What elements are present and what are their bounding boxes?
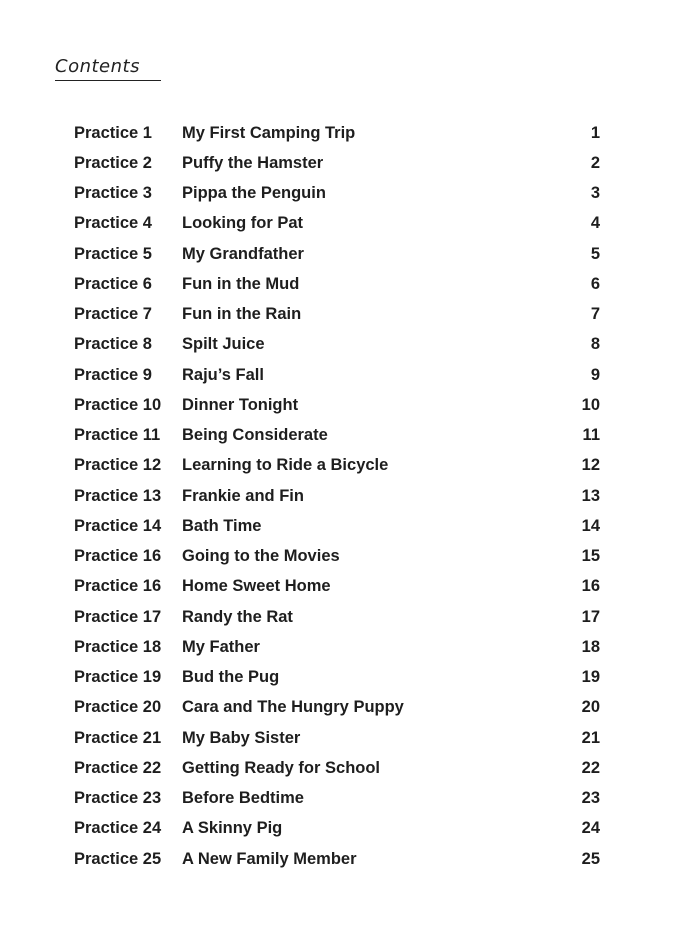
page-number: 14 [581, 516, 600, 535]
page-number: 9 [590, 365, 600, 384]
practice-title: Fun in the Mud [182, 274, 300, 293]
table-of-contents [74, 118, 600, 874]
practice-number: Practice 17 [74, 607, 162, 626]
toc-entry [74, 451, 600, 481]
practice-number: Practice 1 [74, 123, 152, 142]
practice-title: Before Bedtime [182, 789, 304, 808]
toc-entry [74, 330, 600, 360]
toc-entry [74, 269, 600, 299]
practice-title: Home Sweet Home [182, 577, 331, 596]
practice-number: Practice 22 [74, 758, 162, 777]
practice-title: Learning to Ride a Bicycle [182, 456, 389, 475]
practice-number: Practice 13 [74, 486, 162, 505]
practice-number: Practice 11 [74, 426, 161, 445]
practice-number: Practice 3 [74, 184, 152, 203]
practice-title: Cara and The Hungry Puppy [182, 698, 404, 717]
page-number: 12 [581, 456, 600, 475]
practice-number: Practice 8 [74, 335, 152, 354]
practice-number: Practice 6 [74, 274, 152, 293]
practice-title: Bud the Pug [182, 668, 280, 687]
page-number: 22 [581, 758, 600, 777]
page-number: 13 [581, 486, 600, 505]
toc-entry [74, 602, 600, 632]
practice-number: Practice 20 [74, 698, 162, 717]
practice-title: Fun in the Rain [182, 305, 302, 324]
practice-number: Practice 14 [74, 516, 162, 535]
practice-title: Raju’s Fall [182, 365, 264, 384]
toc-entry [74, 239, 600, 269]
practice-title: Going to the Movies [182, 547, 340, 566]
page-number: 11 [582, 426, 600, 445]
toc-entry [74, 693, 600, 723]
practice-title: Looking for Pat [182, 214, 303, 233]
practice-title: A New Family Member [182, 849, 357, 868]
page-number: 18 [581, 637, 600, 656]
page-number: 3 [590, 184, 600, 203]
page-number: 1 [590, 123, 600, 142]
toc-entry [74, 632, 600, 662]
toc-entry [74, 542, 600, 572]
toc-entry [74, 421, 600, 451]
page-number: 21 [581, 728, 600, 747]
practice-number: Practice 19 [74, 668, 162, 687]
practice-number: Practice 2 [74, 153, 152, 172]
page-number: 20 [581, 698, 600, 717]
practice-number: Practice 21 [74, 728, 162, 747]
page-number: 17 [581, 607, 600, 626]
toc-entry [74, 753, 600, 783]
practice-number: Practice 5 [74, 244, 152, 263]
page-number: 24 [581, 819, 600, 838]
practice-title: My Grandfather [182, 244, 304, 263]
toc-entry [74, 572, 600, 602]
page-number: 4 [590, 214, 600, 233]
practice-title: Puffy the Hamster [182, 153, 324, 172]
practice-number: Practice 23 [74, 789, 162, 808]
toc-entry [74, 663, 600, 693]
toc-entry [74, 390, 600, 420]
page-number: 6 [590, 274, 600, 293]
page-number: 8 [590, 335, 600, 354]
practice-title: Bath Time [182, 516, 262, 535]
toc-entry [74, 360, 600, 390]
practice-number: Practice 16 [74, 577, 162, 596]
toc-entry [74, 844, 600, 874]
page-number: 25 [581, 849, 600, 868]
toc-entry [74, 148, 600, 178]
practice-title: Pippa the Penguin [182, 184, 326, 203]
toc-entry [74, 511, 600, 541]
practice-title: Being Considerate [182, 426, 328, 445]
practice-title: Dinner Tonight [182, 395, 299, 414]
practice-title: My Baby Sister [182, 728, 301, 747]
toc-entry [74, 209, 600, 239]
practice-number: Practice 25 [74, 849, 162, 868]
practice-number: Practice 24 [74, 819, 162, 838]
page-number: 5 [590, 244, 600, 263]
toc-entry [74, 784, 600, 814]
toc-entry [74, 481, 600, 511]
toc-entry [74, 814, 600, 844]
practice-number: Practice 10 [74, 395, 162, 414]
toc-entry [74, 300, 600, 330]
page-number: 15 [581, 547, 600, 566]
practice-number: Practice 12 [74, 456, 162, 475]
practice-title: A Skinny Pig [182, 819, 283, 838]
toc-entry [74, 179, 600, 209]
practice-title: Getting Ready for School [182, 758, 381, 777]
practice-number: Practice 7 [74, 305, 152, 324]
practice-number: Practice 9 [74, 365, 152, 384]
practice-number: Practice 4 [74, 214, 152, 233]
page-number: 19 [581, 668, 600, 687]
practice-title: Spilt Juice [182, 335, 265, 354]
page-number: 23 [581, 789, 600, 808]
contents-heading: Contents [55, 56, 161, 81]
practice-title: My Father [182, 637, 260, 656]
page-number: 10 [581, 395, 600, 414]
practice-number: Practice 16 [74, 547, 162, 566]
practice-title: My First Camping Trip [182, 123, 356, 142]
practice-title: Randy the Rat [182, 607, 293, 626]
toc-entry [74, 118, 600, 148]
page-number: 2 [590, 153, 600, 172]
page-number: 7 [590, 305, 600, 324]
page-number: 16 [581, 577, 600, 596]
practice-title: Frankie and Fin [182, 486, 304, 505]
practice-number: Practice 18 [74, 637, 162, 656]
toc-entry [74, 723, 600, 753]
